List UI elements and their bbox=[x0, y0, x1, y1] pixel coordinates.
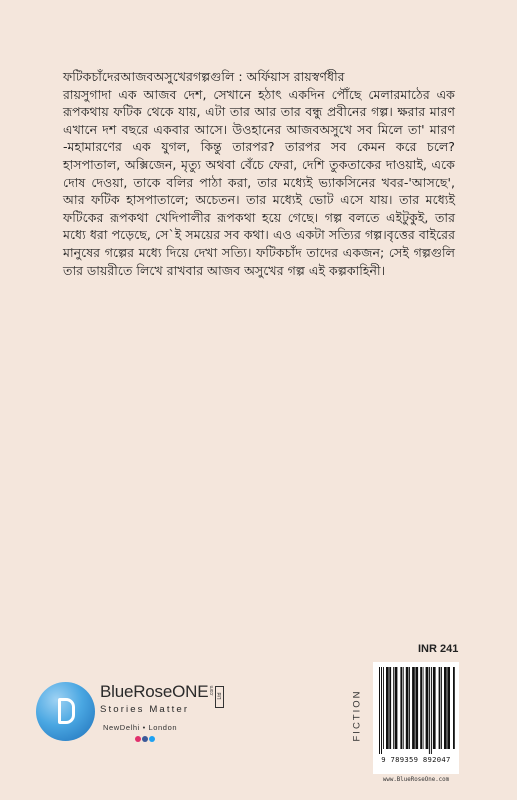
barcode-icon bbox=[377, 667, 455, 754]
publisher-ltd-text: Ltd bbox=[217, 692, 223, 700]
publisher-name bbox=[100, 682, 208, 702]
publisher-cities: NewDelhi • London bbox=[103, 723, 178, 732]
facebook-icon bbox=[142, 736, 148, 742]
blue-rose-logo-icon bbox=[36, 682, 95, 741]
publisher-com-text: .com bbox=[209, 685, 215, 697]
publisher-block bbox=[36, 679, 226, 767]
twitter-icon bbox=[149, 736, 155, 742]
genre-text: FICTION bbox=[351, 689, 363, 742]
price-label: INR 241 bbox=[418, 643, 459, 655]
publisher-ltd-mark bbox=[215, 686, 224, 708]
blurb-body: রায়সুগাদা এক আজব দেশ, সেখানে হঠাৎ একদিন পৌঁছে মেলারমাঠের এক রূপকথায় ফটিক থেকে যায়, এটা তার আর তার বন্ধু প্রবীনের গল্প। ক্ষরার মারণ এখানে দশ বছরে একবার আসে। উওহানের আজবঅসুখে সব মিলে তা' মারণ -মহামারণের এক যুগল, কিন্তু তারপর? তারপর সব কেমন করে চলে? হাসপাতাল, অক্সিজেন, মৃত্যু অথবা বেঁচে ফেরা, দেশি তুকতাকের দাওয়াই, একে দোষ দেওয়া, তাকে বলির পাঠা করা, তার মধ্যেই ভ্যাকসিনের খবর-'আসছে', আর ফটিক হাসপাতালে; অচেতন। তার মধ্যেই ভোট এসে যায়। তার মধ্যেই ফটিকের রূপকথা খেদিপালীর রূপকথা হয়ে গেছে। গল্প বলতে এইটুকুই, তার মধ্যে ধরা পড়েছে, সে`ই সময়ের সব কথা। এও একটা সত্যির গল্প।বৃত্তের বাইরের মানুষের গল্পের মধ্যে দিয়ে দেখা সত্যি। ফটিকচাঁদ তাদের একজন; সেই গল্পগুলি তার ডায়রীতে লিখে রাখবার আজব অসুখের গল্প এই কল্পকাহিনী। bbox=[63, 86, 455, 278]
publisher-name-main: BlueRose bbox=[100, 682, 173, 701]
blurb-text bbox=[63, 68, 455, 279]
isbn-barcode bbox=[373, 662, 459, 774]
instagram-icon bbox=[135, 736, 141, 742]
social-icons bbox=[135, 736, 155, 742]
genre-label bbox=[350, 682, 364, 752]
publisher-name-accent: ONE bbox=[172, 682, 209, 701]
publisher-website: www.BlueRoseOne.com bbox=[382, 777, 450, 783]
blurb-title-line: ফটিকচাঁদেরআজবঅসুখেরগল্পগুলি : অর্ফিয়াস রায়স্বর্ণধীর bbox=[63, 69, 345, 84]
publisher-tagline: Stories Matter bbox=[100, 704, 190, 715]
isbn-number: 9 789359 892047 bbox=[381, 755, 451, 764]
